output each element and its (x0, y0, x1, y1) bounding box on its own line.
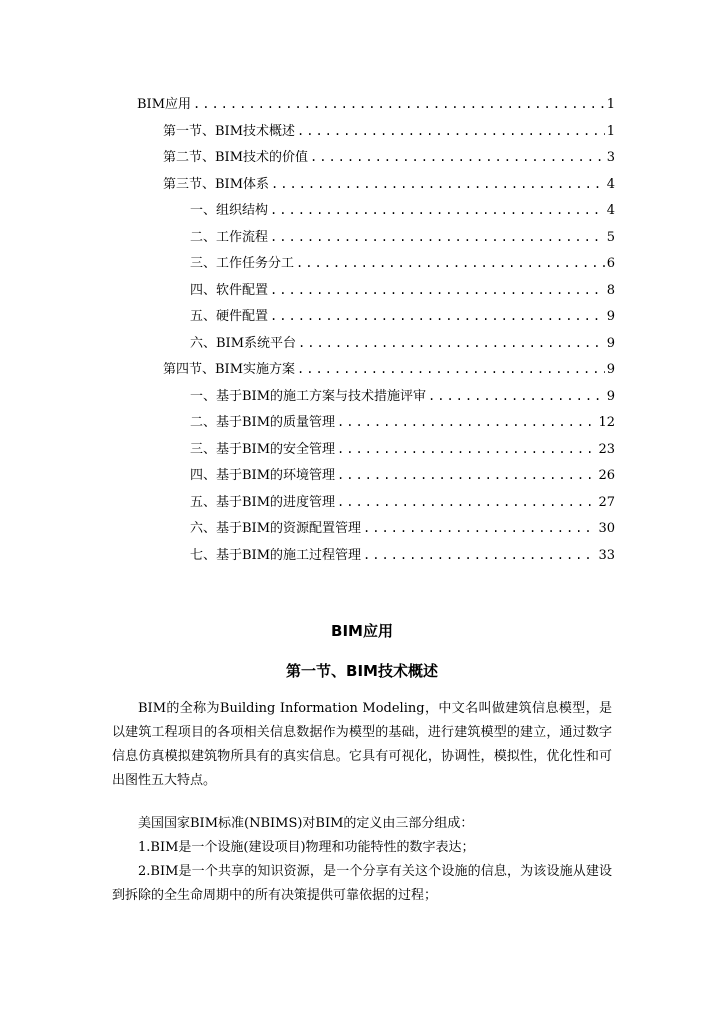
toc-leader-dots (337, 439, 596, 459)
toc-entry-title: 七、基于BIM的施工过程管理 (190, 548, 361, 563)
toc-entry-page: 4 (606, 203, 615, 218)
toc-entry-page: 23 (598, 442, 615, 457)
toc-entry-page: 1 (606, 97, 615, 112)
toc-leader-dots (297, 359, 605, 379)
toc-entry-page: 1 (606, 124, 615, 139)
toc-entry[interactable] (163, 359, 615, 379)
toc-leader-dots (270, 306, 605, 326)
toc-leader-dots (270, 227, 605, 247)
toc-entry-page: 5 (606, 230, 615, 245)
toc-leader-dots (337, 465, 596, 485)
section-heading: 第一节、BIM技术概述 (286, 662, 438, 680)
toc-entry[interactable] (190, 386, 615, 406)
toc-entry-page: 9 (606, 336, 615, 351)
page-title: BIM应用 (331, 622, 393, 640)
toc-entry-page: 9 (606, 309, 615, 324)
toc-leader-dots (296, 253, 605, 273)
toc-entry[interactable] (163, 174, 615, 194)
toc-entry[interactable] (137, 94, 615, 114)
toc-leader-dots (310, 147, 605, 167)
toc-entry-title: 五、基于BIM的进度管理 (190, 495, 335, 510)
toc-entry-page: 30 (598, 521, 615, 536)
toc-entry-title: 五、硬件配置 (190, 309, 269, 324)
definition-intro: 美国国家BIM标准(NBIMS)对BIM的定义由三部分组成： (138, 816, 474, 831)
toc-leader-dots (270, 280, 605, 300)
toc-entry[interactable] (190, 227, 615, 247)
toc-entry[interactable] (190, 439, 615, 459)
toc-entry[interactable] (190, 518, 615, 538)
toc-entry[interactable] (190, 253, 615, 273)
toc-entry-title: 第二节、BIM技术的价值 (163, 150, 308, 165)
toc-entry-page: 3 (606, 150, 615, 165)
toc-entry[interactable] (190, 306, 615, 326)
toc-entry-title: 六、BIM系统平台 (190, 336, 296, 351)
intro-paragraph: BIM的全称为Building Information Modeling，中文名叫做建筑信息模型，是以建筑工程项目的各项相关信息数据作为模型的基础，进行建筑模型的建立，通过数字信息仿真模拟建筑物所具有的真实信息。它具有可视化，协调性，模拟性，优化性和可出图性五大特点。 (112, 701, 612, 788)
toc-entry[interactable] (190, 333, 615, 353)
toc-entry[interactable] (190, 280, 615, 300)
toc-entry[interactable] (163, 121, 615, 141)
toc-entry-title: 六、基于BIM的资源配置管理 (190, 521, 361, 536)
toc-leader-dots (428, 386, 605, 406)
toc-entry-page: 33 (598, 548, 615, 563)
toc-leader-dots (363, 545, 596, 565)
toc-leader-dots (337, 412, 596, 432)
toc-leader-dots (297, 121, 605, 141)
toc-entry-page: 4 (606, 177, 615, 192)
toc-entry-title: 二、基于BIM的质量管理 (190, 415, 335, 430)
definition-item-2: 2.BIM是一个共享的知识资源，是一个分享有关这个设施的信息，为该设施从建设到拆除的全生命周期中的所有决策提供可靠依据的过程； (112, 864, 612, 903)
toc-leader-dots (363, 518, 596, 538)
toc-entry-page: 9 (606, 389, 615, 404)
toc-entry-title: BIM应用 (137, 97, 191, 112)
toc-entry[interactable] (190, 465, 615, 485)
toc-entry-title: 一、组织结构 (190, 203, 269, 218)
definition-item-1: 1.BIM是一个设施(建设项目)物理和功能特性的数字表达； (138, 840, 475, 855)
toc-entry[interactable] (190, 545, 615, 565)
toc-entry-title: 二、工作流程 (190, 230, 269, 245)
toc-entry[interactable] (190, 412, 615, 432)
toc-entry-title: 第三节、BIM体系 (163, 177, 269, 192)
toc-leader-dots (271, 174, 605, 194)
toc-entry-title: 四、软件配置 (190, 283, 269, 298)
toc-entry-page: 9 (606, 362, 615, 377)
toc-entry-page: 27 (598, 495, 615, 510)
toc-entry-title: 一、基于BIM的施工方案与技术措施评审 (190, 389, 426, 404)
toc-leader-dots (298, 333, 605, 353)
toc-leader-dots (193, 94, 605, 114)
toc-entry-page: 6 (606, 256, 615, 271)
toc-entry-page: 8 (606, 283, 615, 298)
toc-entry-page: 26 (598, 468, 615, 483)
toc-entry-title: 三、工作任务分工 (190, 256, 295, 271)
toc-entry-title: 第四节、BIM实施方案 (163, 362, 295, 377)
toc-entry-title: 第一节、BIM技术概述 (163, 124, 295, 139)
toc-leader-dots (270, 200, 605, 220)
toc-entry-title: 三、基于BIM的安全管理 (190, 442, 335, 457)
toc-entry-title: 四、基于BIM的环境管理 (190, 468, 335, 483)
toc-entry[interactable] (190, 200, 615, 220)
toc-entry[interactable] (163, 147, 615, 167)
toc-leader-dots (337, 492, 596, 512)
toc-entry-page: 12 (598, 415, 615, 430)
toc-entry[interactable] (190, 492, 615, 512)
